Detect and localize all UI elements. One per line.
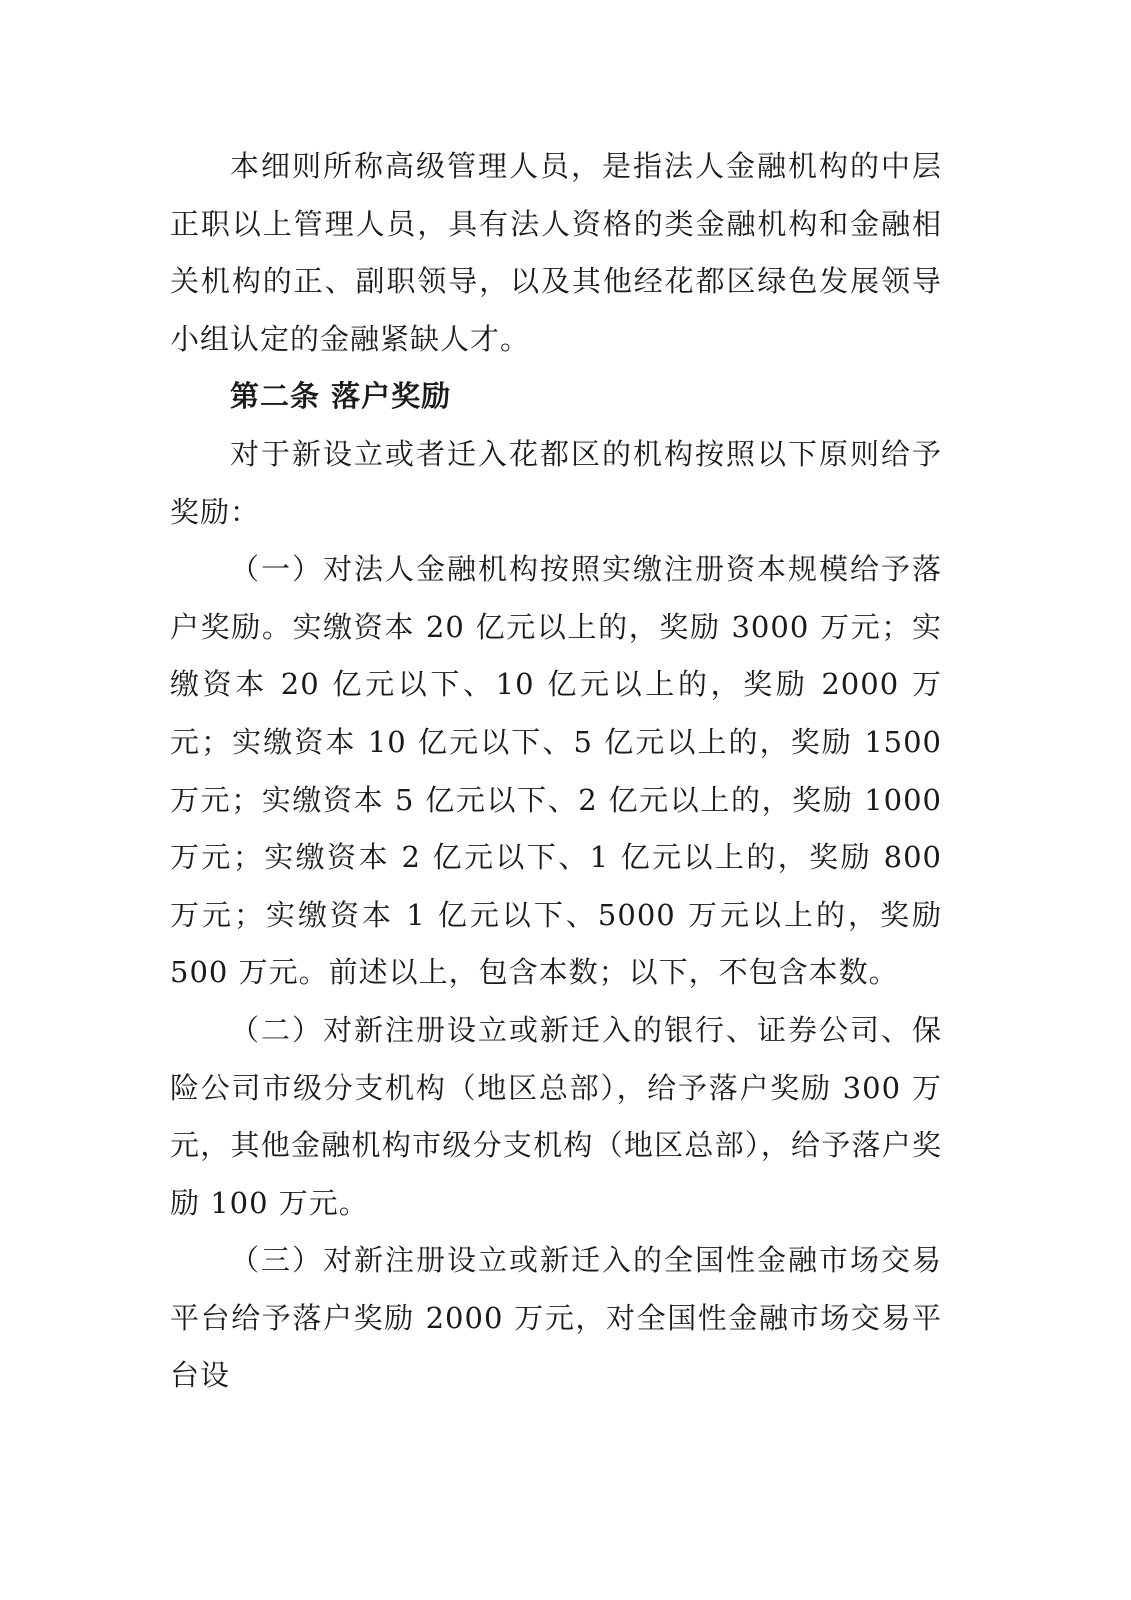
paragraph-senior-management-definition: 本细则所称高级管理人员，是指法人金融机构的中层正职以上管理人员，具有法人资格的类金融机构和金融相关机构的正、副职领导，以及其他经花都区绿色发展领导小组认定的金融紧缺人才。 — [170, 149, 942, 356]
item-2-branch-reward: （二）对新注册设立或新迁入的银行、证券公司、保险公司市级分支机构（地区总部），给予落户奖励 300 万元，其他金融机构市级分支机构（地区总部），给予落户奖励 100 万元。 — [170, 1012, 942, 1220]
article-2-heading: 第二条 落户奖励 — [230, 379, 452, 414]
item-1-legal-entity-reward: （一）对法人金融机构按照实缴注册资本规模给予落户奖励。实缴资本 20 亿元以上的，奖励 3000 万元；实缴资本 20 亿元以下、10 亿元以上的，奖励 2000 万元；实缴资本 10 亿元以下、5 亿元以上的，奖励 1500 万元；实缴资本 5 亿元以下、2 亿元以上的，奖励 1000 万元；实缴资本 2 亿元以下、1 亿元以上的，奖励 800 万元；实缴资本 1 亿元以下、5000 万元以上的，奖励 500 万元。前述以上，包含本数；以下，不包含本数。 — [170, 552, 942, 990]
paragraph-settlement-reward-intro: 对于新设立或者迁入花都区的机构按照以下原则给予奖励： — [170, 436, 942, 529]
item-3-trading-platform-reward: （三）对新注册设立或新迁入的全国性金融市场交易平台给予落户奖励 2000 万元，对全国性金融市场交易平台设 — [170, 1243, 942, 1393]
document-page — [170, 138, 942, 1405]
